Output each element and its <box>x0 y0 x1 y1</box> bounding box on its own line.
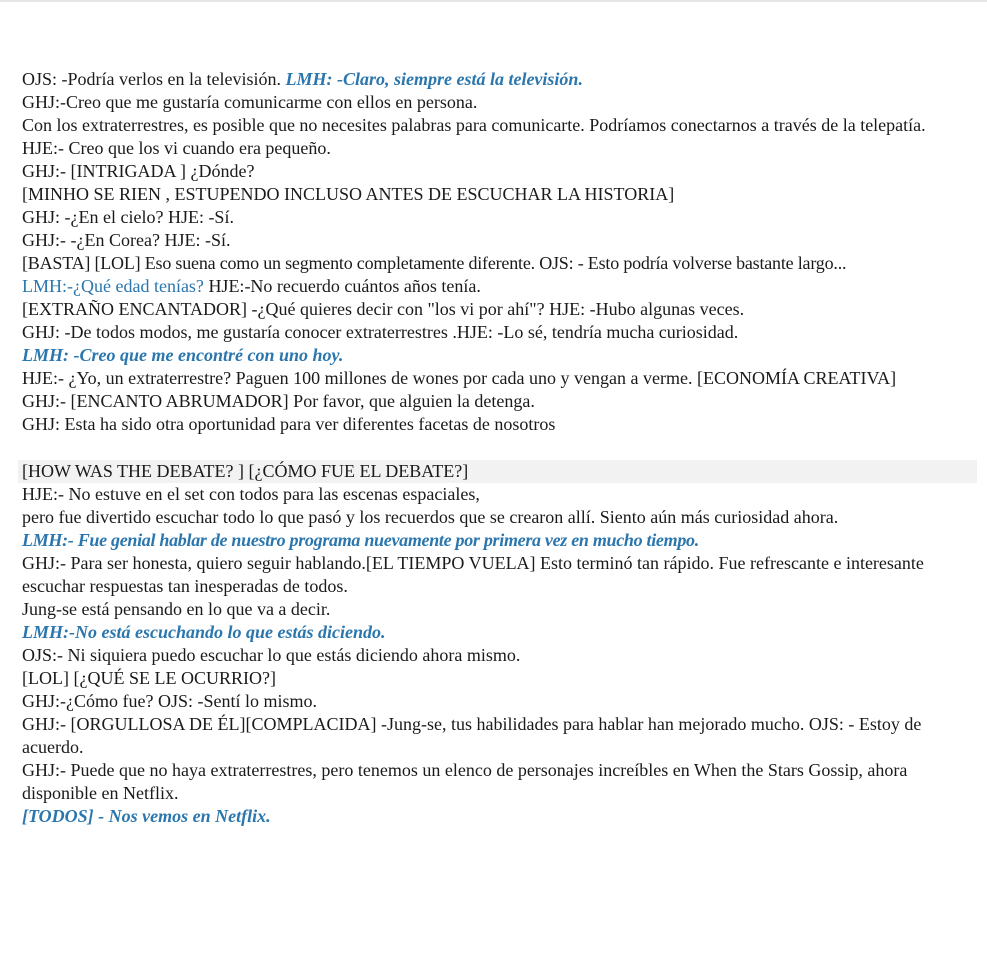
transcript-line: GHJ:- -¿En Corea? HJE: -Sí. <box>22 230 231 250</box>
transcript-line: HJE:- No estuve en el set con todos para las escenas espaciales, <box>22 484 480 504</box>
transcript-line-highlight: LMH:- Fue genial hablar de nuestro programa nuevamente por primera vez en mucho tiempo. <box>22 530 699 550</box>
transcript-line: OJS:- Ni siquiera puedo escuchar lo que estás diciendo ahora mismo. <box>22 645 521 665</box>
transcript-line: GHJ:- [INTRIGADA ] ¿Dónde? <box>22 161 255 181</box>
transcript-line: [EXTRAÑO ENCANTADOR] -¿Qué quieres decir con "los vi por ahí"? HJE: -Hubo algunas veces. <box>22 299 745 319</box>
transcript-line-highlight: LMH:-No está escuchando lo que estás diciendo. <box>22 622 386 642</box>
transcript-line: GHJ:- Para ser honesta, quiero seguir hablando.[EL TIEMPO VUELA] Esto terminó tan rápido. Fue refrescante e interesante escuchar respuestas tan inesperadas de todos. <box>22 553 924 596</box>
line-text: HJE:-No recuerdo cuántos años tenía. <box>203 276 481 296</box>
transcript-line-highlight: LMH: -Creo que me encontré con uno hoy. <box>22 345 344 365</box>
transcript-line: [MINHO SE RIEN , ESTUPENDO INCLUSO ANTES DE ESCUCHAR LA HISTORIA] <box>22 184 675 204</box>
transcript-line-highlight: [TODOS] - Nos vemos en Netflix. <box>22 806 271 826</box>
transcript-line: GHJ:- [ENCANTO ABRUMADOR] Por favor, que alguien la detenga. <box>22 391 535 411</box>
transcript-line: HJE:- Creo que los vi cuando era pequeño. <box>22 138 331 158</box>
spacer <box>22 436 977 460</box>
transcript-line <box>22 68 977 91</box>
line-text: OJS: -Podría verlos en la televisión. <box>22 69 286 89</box>
transcript-line: GHJ: -¿En el cielo? HJE: -Sí. <box>22 207 234 227</box>
transcript-line: HJE:- ¿Yo, un extraterrestre? Paguen 100 millones de wones por cada uno y vengan a verme. [ECONOMÍA CREATIVA] <box>22 368 897 388</box>
transcript-line: Jung-se está pensando en lo que va a decir. <box>22 599 331 619</box>
transcript-line: pero fue divertido escuchar todo lo que pasó y los recuerdos que se crearon allí. Siento aún más curiosidad ahora. <box>22 507 839 527</box>
transcript-line <box>22 275 977 298</box>
transcript-line: GHJ: Esta ha sido otra oportunidad para ver diferentes facetas de nosotros <box>22 414 556 434</box>
transcript-line: GHJ:-Creo que me gustaría comunicarme con ellos en persona. <box>22 92 478 112</box>
transcript-line: GHJ:- Puede que no haya extraterrestres, pero tenemos un elenco de personajes increíbles en When the Stars Gossip, ahora disponible en Netflix. <box>22 760 908 803</box>
transcript-line: GHJ:-¿Cómo fue? OJS: -Sentí lo mismo. <box>22 691 317 711</box>
transcript-line: [LOL] [¿QUÉ SE LE OCURRIO?] <box>22 668 276 688</box>
line-highlight-text: LMH:-¿Qué edad tenías? <box>22 276 204 296</box>
line-highlight-text: LMH: -Claro, siempre está la televisión. <box>285 69 583 89</box>
transcript-line: [BASTA] [LOL] Eso suena como un segmento completamente diferente. OJS: - Esto podría volverse bastante largo... <box>22 253 847 273</box>
top-divider <box>0 0 987 2</box>
section-heading: [HOW WAS THE DEBATE? ] [¿CÓMO FUE EL DEBATE?] <box>18 460 977 483</box>
transcript-document <box>22 68 977 828</box>
transcript-line: GHJ:- [ORGULLOSA DE ÉL][COMPLACIDA] -Jung-se, tus habilidades para hablar han mejorado mucho. OJS: - Estoy de acuerdo. <box>22 714 922 757</box>
transcript-line: GHJ: -De todos modos, me gustaría conocer extraterrestres .HJE: -Lo sé, tendría mucha curiosidad. <box>22 322 739 342</box>
transcript-line: Con los extraterrestres, es posible que no necesites palabras para comunicarte. Podríamos conectarnos a través de la telepatía. <box>22 115 926 135</box>
